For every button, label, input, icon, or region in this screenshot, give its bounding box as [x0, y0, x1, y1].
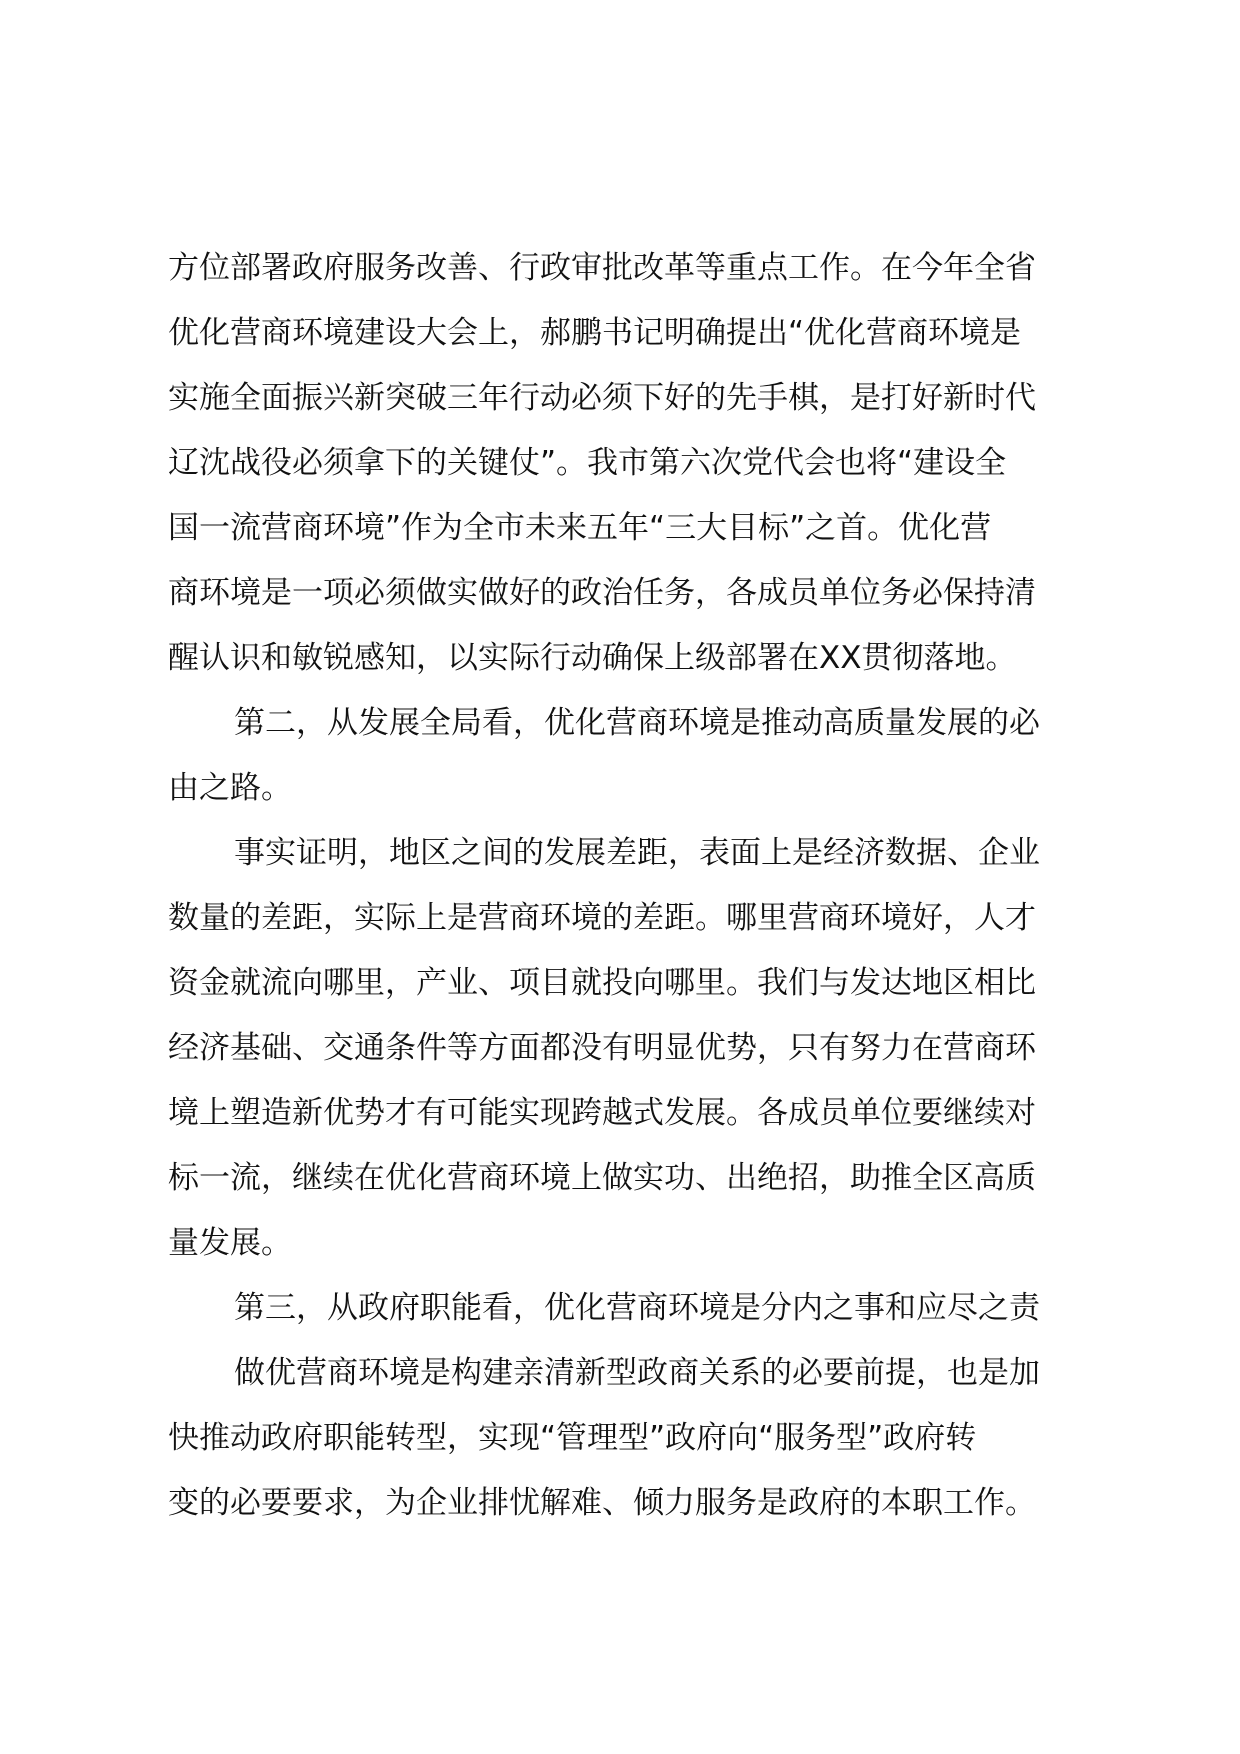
text-line: 数量的差距，实际上是营商环境的差距。哪里营商环境好，人才	[168, 900, 1036, 936]
paragraph-start-line: 做优营商环境是构建亲清新型政商关系的必要前提，也是加	[234, 1355, 1040, 1391]
text-line: 商环境是一项必须做实做好的政治任务，各成员单位务必保持清	[168, 575, 1036, 611]
text-line: 变的必要要求，为企业排忧解难、倾力服务是政府的本职工作。	[168, 1485, 1036, 1521]
document-body	[168, 236, 1093, 1536]
text-line: 经济基础、交通条件等方面都没有明显优势，只有努力在营商环	[168, 1030, 1036, 1066]
text-line: 资金就流向哪里，产业、项目就投向哪里。我们与发达地区相比	[168, 965, 1036, 1001]
text-line: 方位部署政府服务改善、行政审批改革等重点工作。在今年全省	[168, 250, 1036, 286]
text-line: 快推动政府职能转型，实现“管理型”政府向“服务型”政府转	[168, 1420, 977, 1456]
paragraph-start-line: 第二，从发展全局看，优化营商环境是推动高质量发展的必	[234, 705, 1040, 741]
text-line: 醒认识和敏锐感知，以实际行动确保上级部署在XX贯彻落地。	[168, 640, 1017, 676]
paragraph-start-line: 事实证明，地区之间的发展差距，表面上是经济数据、企业	[234, 835, 1040, 871]
text-line: 由之路。	[168, 770, 292, 806]
text-line: 境上塑造新优势才有可能实现跨越式发展。各成员单位要继续对	[168, 1095, 1036, 1131]
text-line: 辽沈战役必须拿下的关键仗”。我市第六次党代会也将“建设全	[168, 445, 1007, 481]
paragraph-start-line: 第三，从政府职能看，优化营商环境是分内之事和应尽之责	[234, 1290, 1040, 1326]
text-line: 实施全面振兴新突破三年行动必须下好的先手棋，是打好新时代	[168, 380, 1036, 416]
text-line: 量发展。	[168, 1225, 292, 1261]
text-line: 优化营商环境建设大会上，郝鹏书记明确提出“优化营商环境是	[168, 315, 1022, 351]
text-line: 标一流，继续在优化营商环境上做实功、出绝招，助推全区高质	[168, 1160, 1036, 1196]
text-line: 国一流营商环境”作为全市未来五年“三大目标”之首。优化营	[168, 510, 992, 546]
